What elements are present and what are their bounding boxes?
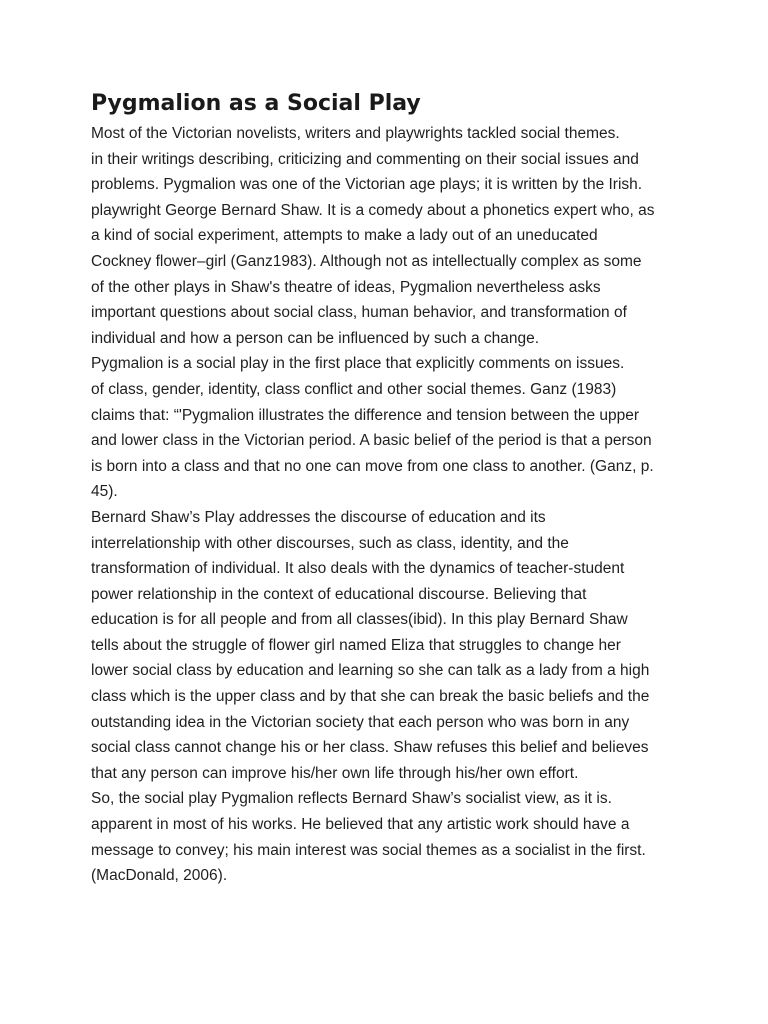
body-line: tells about the struggle of flower girl named Eliza that struggles to change her [91,636,621,654]
body-line: social class cannot change his or her class. Shaw refuses this belief and believes [91,739,649,757]
body-line: of class, gender, identity, class conflict and other social themes. Ganz (1983) [91,380,617,398]
body-line: Pygmalion is a social play in the first place that explicitly comments on issues. [91,355,625,373]
body-line: outstanding idea in the Victorian society that each person who was born in any [91,713,630,731]
body-line: 45). [91,483,118,501]
body-line: apparent in most of his works. He believed that any artistic work should have a [91,816,630,834]
body-line: So, the social play Pygmalion reflects Bernard Shaw’s socialist view, as it is. [91,790,612,808]
body-line: message to convey; his main interest was social themes as a socialist in the first. [91,841,646,859]
body-line: Bernard Shaw’s Play addresses the discourse of education and its [91,508,546,526]
body-line: of the other plays in Shaw's theatre of ideas, Pygmalion nevertheless asks [91,278,601,296]
body-line: (MacDonald, 2006). [91,867,228,885]
body-line: transformation of individual. It also deals with the dynamics of teacher-student [91,560,625,578]
body-line: and lower class in the Victorian period. A basic belief of the period is that a person [91,432,652,450]
body-line: power relationship in the context of educational discourse. Believing that [91,585,587,603]
body-line: Most of the Victorian novelists, writers and playwrights tackled social themes. [91,125,620,142]
body-line: that any person can improve his/her own life through his/her own effort. [91,764,579,782]
body-line: problems. Pygmalion was one of the Victorian age plays; it is written by the Irish. [91,176,643,194]
body-line: a kind of social experiment, attempts to make a lady out of an uneducated [91,227,598,245]
body-line: important questions about social class, human behavior, and transformation of [91,304,627,322]
body-line: education is for all people and from all classes(ibid). In this play Bernard Shaw [91,611,628,629]
body-line: is born into a class and that no one can move from one class to another. (Ganz, p. [91,457,654,475]
document-title: Pygmalion as a Social Play [91,91,421,116]
body-line: Cockney flower–girl (Ganz1983). Although not as intellectually complex as some [91,252,642,270]
body-line: in their writings describing, criticizing and commenting on their social issues and [91,150,639,168]
body-line: interrelationship with other discourses, such as class, identity, and the [91,534,569,552]
body-line: lower social class by education and learning so she can talk as a lady from a high [91,662,650,680]
body-line: individual and how a person can be influenced by such a change. [91,329,540,347]
document-body [91,121,691,889]
body-line: claims that: “'Pygmalion illustrates the difference and tension between the upper [91,406,640,424]
body-line: class which is the upper class and by that she can break the basic beliefs and the [91,688,650,706]
body-line: playwright George Bernard Shaw. It is a comedy about a phonetics expert who, as [91,201,655,219]
